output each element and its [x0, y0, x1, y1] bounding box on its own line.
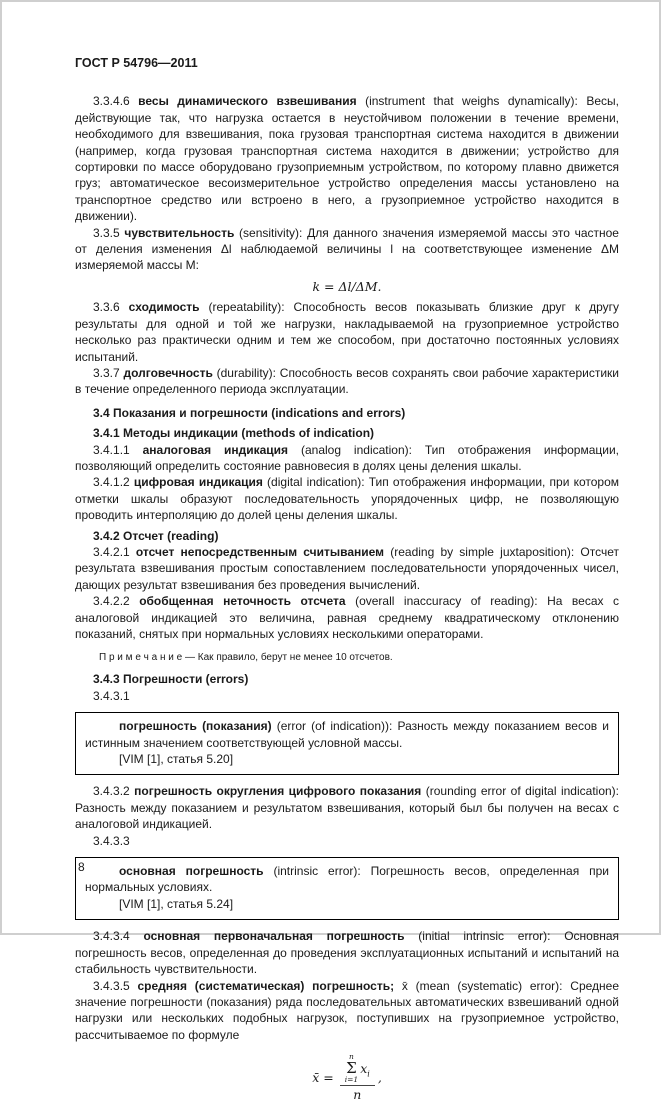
note: П р и м е ч а н и е — Как правило, берут не менее 10 отсчетов.: [99, 652, 393, 664]
term: погрешность (показания): [119, 719, 272, 734]
term: сходимость: [128, 300, 200, 315]
sum-lower-limit: i=1: [344, 1074, 359, 1084]
clause-number: 3.4.2.2: [93, 594, 140, 609]
clause-number: 3.3.4.6: [93, 94, 139, 109]
paragraph-3-4-3-2: [75, 783, 619, 832]
paragraph-3-4-3-4: [75, 928, 619, 977]
definition-text: (error (of indication)): Разность между показанием весов и истинным значением соответствующей условной массы.: [85, 719, 609, 750]
paragraph-3-3-6: [75, 299, 619, 365]
definition-text: (intrinsic error): Погрешность весов, определенная при нормальных условиях.: [85, 864, 609, 895]
page-number: 8: [78, 860, 85, 874]
paragraph-3-3-5: [75, 225, 619, 274]
clause-number: 3.4.3.5: [93, 978, 138, 993]
term: погрешность округления цифрового показания: [134, 784, 422, 799]
sigma-symbol: Σ: [346, 1058, 357, 1077]
definition-text: (durability): Способность весов сохранять свои рабочие характеристики в течение определенного периода эксплуатации.: [75, 365, 619, 397]
paragraph-3-4-1-1: [75, 442, 619, 475]
clause-number: 3.3.7: [93, 365, 124, 380]
definition-text: (rounding error of digital indication): Разность между показанием и результатом взвешивания, который был бы получен на весах с аналоговой индикацией.: [75, 784, 619, 832]
numerator: [340, 1053, 375, 1086]
paragraph-3-4-1-2: [75, 474, 619, 523]
summand-variable: x: [360, 1061, 368, 1077]
heading-3-4-3: 3.4.3 Погрешности (errors): [93, 672, 249, 687]
term: отсчет непосредственным считыванием: [135, 544, 385, 559]
paragraph-3-3-7: [75, 365, 619, 398]
fraction: [340, 1053, 375, 1103]
summand-index: i: [367, 1069, 370, 1079]
paragraph-3-3-4-6: [75, 93, 619, 224]
formula-mean-error: [75, 1053, 619, 1103]
box-definition: [85, 718, 609, 751]
sum-upper-limit: n: [349, 1052, 354, 1062]
term: аналоговая индикация: [142, 442, 289, 457]
comma: ,: [377, 1070, 382, 1086]
term: весы динамического взвешивания: [138, 94, 357, 109]
definition-text: x̄ (mean (systematic) error): Среднее значение погрешности (показания) ряда последовательных автоматических взвешиваний одной нагрузки или нескольких подобных нагрузок, поступивших на грузоприемное устройство, рассчитываемое по формуле: [75, 978, 620, 1042]
formula-lhs: x̄: [312, 1070, 320, 1086]
heading-3-4-1: 3.4.1 Методы индикации (methods of indication): [93, 426, 375, 441]
heading-3-4: 3.4 Показания и погрешности (indications and errors): [93, 405, 406, 420]
definition-text: (repeatability): Способность весов показывать близкие друг к другу результаты для одной и той же нагрузки, накладываемой на грузоприемное устройство несколько раз практически одним и тем же способом, при достаточно постоянных условиях испытаний.: [75, 300, 620, 364]
document-header-title: ГОСТ Р 54796—2011: [75, 56, 198, 70]
term: обобщенная неточность отсчета: [139, 594, 346, 609]
clause-number: 3.3.6: [93, 300, 129, 315]
term: основная погрешность: [119, 864, 264, 879]
citation: [VIM [1], статья 5.20]: [119, 752, 234, 767]
definition-text: (overall inaccuracy of reading): На весах с аналоговой индикацией это величина, равная среднему квадратическому отклонению показаний, снятых при нормальных условиях несколькими операторами.: [75, 594, 619, 641]
summation: [345, 1053, 358, 1083]
paragraph-3-4-2-2: [75, 593, 619, 642]
term: чувствительность: [124, 225, 235, 240]
clause-number-3-4-3-3: 3.4.3.3: [93, 833, 130, 848]
term: средняя (систематическая) погрешность;: [137, 978, 395, 993]
definition-text: (reading by simple juxtaposition): Отсчет результата взвешивания простым сопоставлением последовательности упорядоченных чисел, дающих результат взвешивания без проведения вычислений.: [75, 544, 619, 592]
clause-number: 3.3.5: [93, 225, 125, 240]
citation: [VIM [1], статья 5.24]: [119, 896, 234, 911]
summand: [360, 1061, 370, 1083]
heading-3-4-2: 3.4.2 Отсчет (reading): [93, 528, 219, 543]
clause-number-3-4-3-1: 3.4.3.1: [93, 688, 130, 703]
definition-text: (sensitivity): Для данного значения измеряемой массы это частное от деления изменения Δl наблюдаемой величины l на соответствующее изменение ΔM измеряемой массы M:: [75, 225, 619, 273]
clause-number: 3.4.2.1: [93, 544, 136, 559]
formula-sensitivity: k = Δl/ΔM.: [312, 278, 382, 294]
term: основная первоначальная погрешность: [143, 929, 405, 944]
definition-text: (analog indication): Тип отображения информации, позволяющий определить состояние равновесия в долях цены деления шкалы.: [75, 442, 620, 473]
definition-text: (initial intrinsic error): Основная погрешность весов, определенная до проведения эксплуатационных испытаний и испытаний на стабильность чувствительности.: [75, 929, 620, 977]
denominator: n: [353, 1087, 362, 1103]
clause-number: 3.4.1.1: [93, 442, 143, 457]
definition-box-intrinsic-error: [75, 857, 619, 920]
clause-number: 3.4.3.4: [93, 929, 144, 944]
term: долговечность: [123, 365, 213, 380]
equals-sign: =: [323, 1070, 334, 1086]
paragraph-3-4-3-5: [75, 978, 619, 1044]
clause-number: 3.4.1.2: [93, 475, 134, 490]
definition-text: (instrument that weighs dynamically): Весы, действующие так, что нагрузка остается в неустойчивом положении в течение времени, необходимого для взвешивания, пока грузовая транспортная система находится в движении (например, когда грузовая транспортная система находится в движении; устройство для сортировки по массе оборудовано грузоприемным устройством, по которому плавно движется груз; автоматическое весоизмерительное устройство определения массы установлено на транспортное средство или встроено в него, а грузоприемное устройство находится в движении).: [75, 94, 619, 224]
clause-number: 3.4.3.2: [93, 784, 135, 799]
definition-text: (digital indication): Тип отображения информации, при котором отметки шкалы образуют последовательность упорядоченных цифр, не позволяющую проводить интерполяцию до долей цены деления шкалы.: [75, 475, 619, 523]
paragraph-3-4-2-1: [75, 544, 619, 593]
term: цифровая индикация: [133, 475, 263, 490]
definition-box-error-of-indication: [75, 712, 619, 775]
box-definition: [85, 863, 609, 896]
page-content: [75, 55, 619, 1104]
